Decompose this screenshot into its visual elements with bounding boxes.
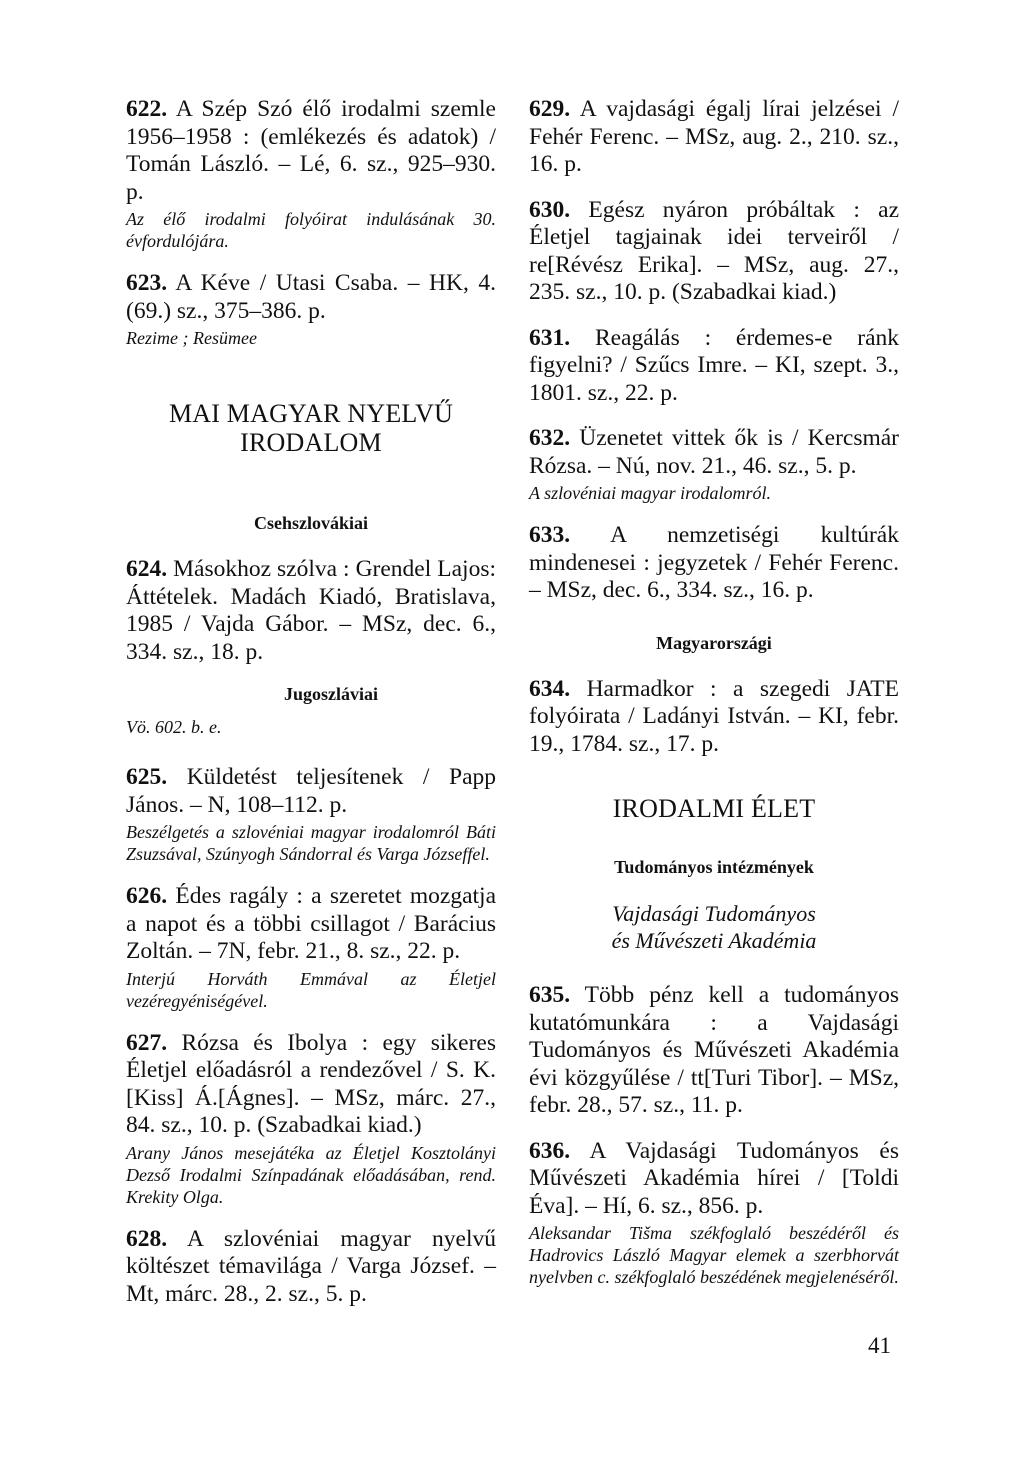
entry-text: [529, 425, 899, 480]
entry-text: [529, 522, 899, 605]
entry-number: 629.: [529, 96, 571, 122]
subsection-hungarian: Magyarországi: [656, 632, 772, 653]
entry-number: 635.: [529, 982, 571, 1008]
entry-633: [529, 522, 899, 605]
subsection-czechoslovak: Csehszlovákiai: [253, 513, 368, 533]
entry-text: [126, 270, 496, 325]
entry-628: [126, 1226, 496, 1309]
entry-note: A szlovéniai magyar irodalomról.: [529, 483, 771, 503]
section-title-literary-life: IRODALMI ÉLET: [612, 794, 816, 823]
entry-body: Reagálás : érdemes-e ránk figyelni? / Szűcs Imre. – KI, szept. 3., 1801. sz., 22. p.: [529, 324, 900, 406]
section-title-contemporary-literature: MAI MAGYAR NYELVŰ IRODALOM: [168, 399, 454, 457]
entry-body: A Vajdasági Tudományos és Művészeti Akadémia hírei / [Toldi Éva]. – Hí, 6. sz., 856. p.: [529, 1137, 899, 1219]
entry-body: Édes ragály : a szeretet mozgatja a napot és a többi csillagot / Barácius Zoltán. – 7N, febr. 21., 8. sz., 22. p.: [126, 883, 496, 964]
entry-body: A vajdasági égalj lírai jelzései / Fehér Ferenc. – MSz, aug. 2., 210. sz., 16. p.: [529, 96, 899, 177]
entry-body: A Kéve / Utasi Csaba. – HK, 4.(69.) sz., 375–386. p.: [126, 270, 496, 324]
entry-body: Több pénz kell a tudományos kutatómunkára : a Vajdasági Tudományos és Művészeti Akadémia évi közgyűlése / tt[Turi Tibor]. – MSz, febr. 28., 57. sz., 11. p.: [529, 982, 899, 1118]
page-number: 41: [868, 1333, 891, 1358]
entry-number: 632.: [529, 425, 571, 451]
entry-632: [529, 425, 899, 504]
entry-note: Arany János mesejátéka az Életjel Kosztolányi Dezső Irodalmi Színpadának előadásában, rend. Krekity Olga.: [126, 1142, 496, 1207]
entry-number: 628.: [126, 1225, 168, 1252]
entry-body: A Szép Szó élő irodalmi szemle 1956–1958 : (emlékezés és adatok) / Tomán László. – Lé, 6. sz., 925–930. p.: [126, 96, 496, 205]
entry-number: 625.: [126, 764, 168, 790]
entry-note: Rezime ; Resümee: [126, 328, 257, 348]
entry-text: [529, 1138, 899, 1221]
institution-line-2: és Művészeti Akadémia: [611, 928, 817, 953]
entry-text: [126, 96, 496, 206]
entry-634: [529, 676, 899, 759]
institution-heading: [529, 900, 899, 954]
entry-body: Egész nyáron próbáltak : az Életjel tagjainak idei terveiről / re[Révész Erika]. – MSz, aug. 27., 235. sz., 10. p. (Szabadkai kiad.): [529, 196, 899, 305]
entry-625: [126, 764, 496, 865]
cross-reference: Vö. 602. b. e.: [126, 717, 222, 737]
entry-body: Rózsa és Ibolya : egy sikeres Életjel előadásról a rendezővel / S. K.[Kiss] Á.[Ágnes]. – MSz, márc. 27., 84. sz., 10. p. (Szabadkai kiad.): [126, 1029, 496, 1138]
entry-626: [126, 883, 496, 1012]
entry-body: Harmadkor : a szegedi JATE folyóirata / Ladányi István. – KI, febr. 19., 1784. sz., 17. p.: [529, 675, 899, 757]
subsection-scientific-institutions: Tudományos intézmények: [614, 857, 814, 877]
entry-text: [529, 96, 899, 179]
entry-note: Az élő irodalmi folyóirat indulásának 30. évfordulójára.: [126, 209, 496, 251]
entry-text: [529, 197, 899, 307]
entry-body: Másokhoz szólva : Grendel Lajos: Áttételek. Madách Kiadó, Bratislava, 1985 / Vajda Gábor. – MSz, dec. 6., 334. sz., 18. p.: [126, 556, 497, 665]
entry-note: Aleksandar Tišma székfoglaló beszédéről és Hadrovics László Magyar elemek a szerbhorvát nyelvben c. székfoglaló beszédének megjelenéséről.: [529, 1223, 899, 1287]
entry-number: 634.: [529, 675, 571, 702]
entry-636: [529, 1138, 899, 1289]
entry-622: [126, 96, 496, 252]
institution-line-1: Vajdasági Tudományos: [612, 901, 816, 926]
entry-number: 633.: [529, 522, 571, 548]
entry-text: [529, 676, 899, 759]
entry-number: 626.: [126, 883, 168, 909]
entry-number: 627.: [126, 1029, 168, 1056]
entry-635: [529, 982, 899, 1120]
entry-text: [126, 556, 496, 666]
entry-629: [529, 96, 899, 179]
entry-631: [529, 325, 899, 408]
entry-body: A szlovéniai magyar nyelvű költészet témavilága / Varga József. – Mt, márc. 28., 2. sz., 5. p.: [126, 1225, 496, 1307]
entry-text: [126, 764, 496, 819]
entry-body: A nemzetiségi kultúrák mindenesei : jegyzetek / Fehér Ferenc. – MSz, dec. 6., 334. sz., 16. p.: [529, 522, 899, 603]
entry-body: Üzenetet vittek ők is / Kercsmár Rózsa. – Nú, nov. 21., 46. sz., 5. p.: [529, 425, 900, 479]
entry-text: [126, 1226, 496, 1309]
entry-623: [126, 270, 496, 349]
entry-text: [126, 1030, 496, 1140]
entry-text: [126, 883, 496, 966]
entry-number: 631.: [529, 324, 571, 351]
entry-number: 636.: [529, 1137, 571, 1164]
entry-number: 624.: [126, 556, 168, 582]
entry-627: [126, 1030, 496, 1208]
subsection-yugoslav: Jugoszláviai: [283, 684, 378, 704]
entry-note: Interjú Horváth Emmával az Életjel vezéregyéniségével.: [126, 968, 496, 1011]
right-column: [529, 96, 899, 1306]
entry-number: 622.: [126, 96, 168, 122]
entry-text: [529, 325, 899, 408]
entry-630: [529, 197, 899, 307]
entry-note: Beszélgetés a szlovéniai magyar irodalomról Báti Zsuzsával, Szúnyogh Sándorral és Varga Józseffel.: [126, 822, 496, 864]
entry-number: 630.: [529, 196, 571, 223]
entry-body: Küldetést teljesítenek / Papp János. – N, 108–112. p.: [126, 764, 497, 818]
entry-624: [126, 556, 496, 666]
left-column: [126, 96, 496, 1326]
entry-number: 623.: [126, 270, 168, 296]
entry-text: [529, 982, 899, 1120]
